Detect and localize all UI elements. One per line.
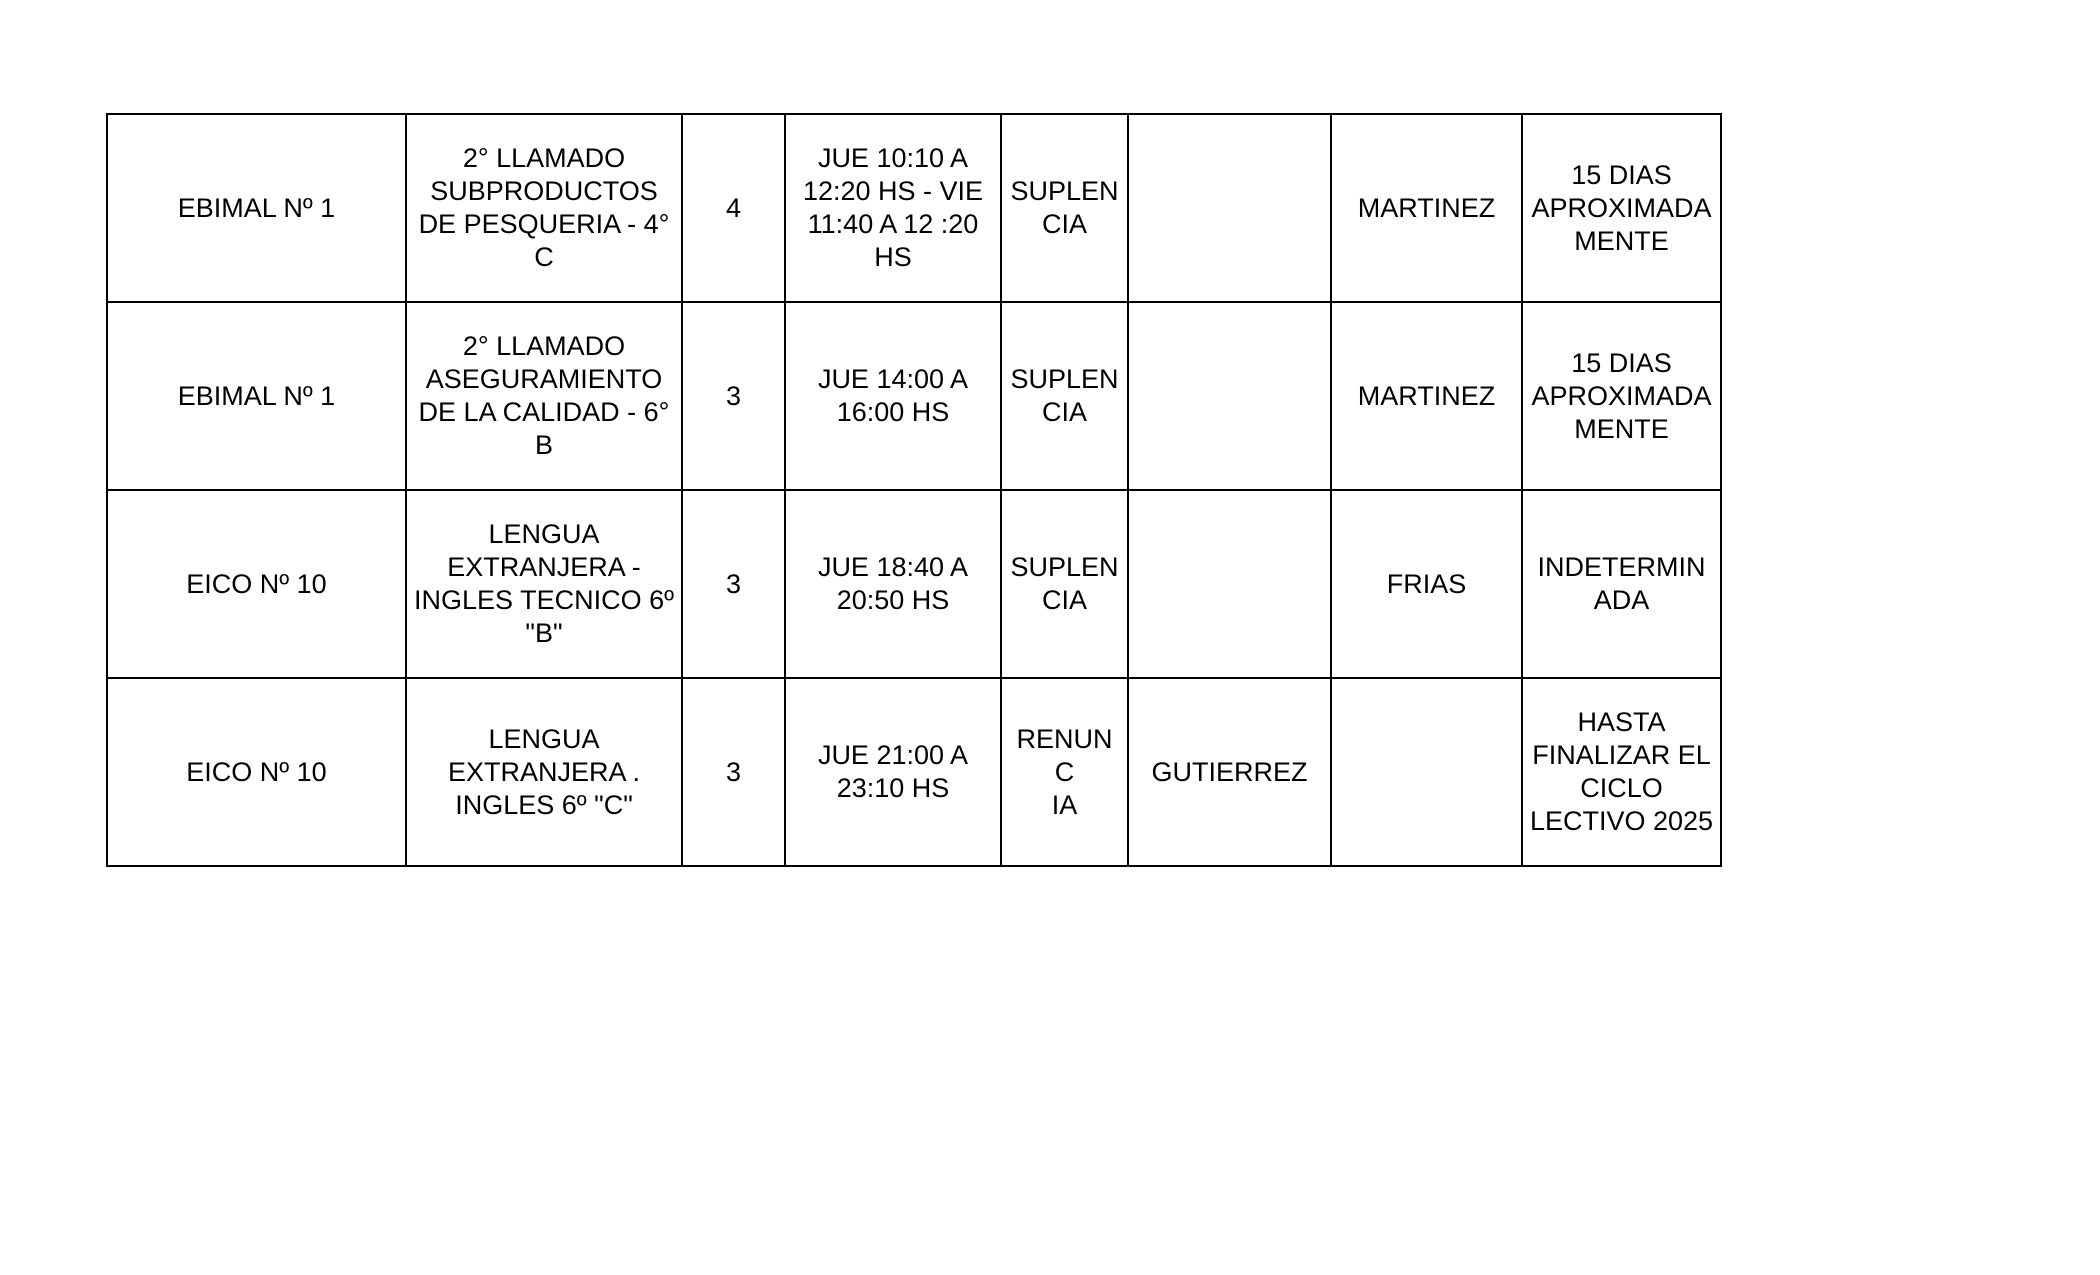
subject-cell: [406, 490, 682, 678]
holder-text: MARTINEZ: [1357, 380, 1496, 411]
school-text: EICO Nº 10: [186, 756, 327, 787]
hours-cell: [682, 490, 785, 678]
holder-text: FRIAS: [1386, 568, 1467, 599]
hours-text: 3: [725, 756, 742, 787]
outgoing-cell: [1128, 114, 1331, 302]
table-row: [107, 302, 1721, 490]
type-text: SUPLEN CIA: [1010, 176, 1119, 239]
schedule-cell: [785, 678, 1001, 866]
holder-cell: [1331, 114, 1522, 302]
duration-cell: [1522, 114, 1721, 302]
duration-cell: [1522, 490, 1721, 678]
duration-text: 15 DIAS APROXIMADA MENTE: [1531, 159, 1712, 256]
schedule-cell: [785, 302, 1001, 490]
subject-cell: [406, 302, 682, 490]
subject-text: LENGUA EXTRANJERA . INGLES 6º "C": [447, 723, 641, 820]
school-text: EICO Nº 10: [186, 568, 327, 599]
schedule-text: JUE 18:40 A 20:50 HS: [817, 552, 969, 615]
schedule-text: JUE 10:10 A 12:20 HS - VIE 11:40 A 12 :20 HS: [802, 143, 984, 272]
school-cell: [107, 678, 406, 866]
subject-text: 2° LLAMADO SUBPRODUCTOS DE PESQUERIA - 4° C: [418, 143, 670, 272]
type-cell: [1001, 678, 1128, 866]
holder-cell: [1331, 678, 1522, 866]
outgoing-cell: [1128, 490, 1331, 678]
hours-cell: [682, 114, 785, 302]
school-cell: [107, 302, 406, 490]
schedule-text: JUE 14:00 A 16:00 HS: [817, 364, 969, 427]
table-row: [107, 114, 1721, 302]
type-text: RENUNC IA: [1016, 723, 1113, 820]
duration-text: INDETERMIN ADA: [1537, 552, 1706, 615]
hours-text: 3: [725, 380, 742, 411]
subject-cell: [406, 678, 682, 866]
subject-text: LENGUA EXTRANJERA - INGLES TECNICO 6º "B": [414, 519, 674, 648]
schedule-text: JUE 21:00 A 23:10 HS: [817, 740, 969, 803]
subject-cell: [406, 114, 682, 302]
holder-text: MARTINEZ: [1357, 192, 1496, 223]
school-cell: [107, 114, 406, 302]
school-text: EBIMAL Nº 1: [177, 192, 336, 223]
hours-cell: [682, 678, 785, 866]
holder-cell: [1331, 490, 1522, 678]
outgoing-cell: [1128, 678, 1331, 866]
holder-cell: [1331, 302, 1522, 490]
subject-text: 2° LLAMADO ASEGURAMIENTO DE LA CALIDAD - 6° B: [418, 331, 670, 460]
duration-text: HASTA FINALIZAR EL CICLO LECTIVO 2025: [1529, 707, 1714, 836]
table-row: [107, 678, 1721, 866]
type-cell: [1001, 490, 1128, 678]
type-cell: [1001, 114, 1128, 302]
school-cell: [107, 490, 406, 678]
vacancy-table: [106, 113, 1722, 867]
hours-text: 3: [725, 568, 742, 599]
duration-cell: [1522, 678, 1721, 866]
hours-cell: [682, 302, 785, 490]
hours-text: 4: [725, 192, 742, 223]
type-cell: [1001, 302, 1128, 490]
schedule-cell: [785, 114, 1001, 302]
outgoing-cell: [1128, 302, 1331, 490]
type-text: SUPLEN CIA: [1010, 364, 1119, 427]
duration-cell: [1522, 302, 1721, 490]
type-text: SUPLEN CIA: [1010, 552, 1119, 615]
schedule-cell: [785, 490, 1001, 678]
table-row: [107, 490, 1721, 678]
outgoing-text: GUTIERREZ: [1151, 756, 1308, 787]
school-text: EBIMAL Nº 1: [177, 380, 336, 411]
duration-text: 15 DIAS APROXIMADA MENTE: [1531, 347, 1712, 444]
